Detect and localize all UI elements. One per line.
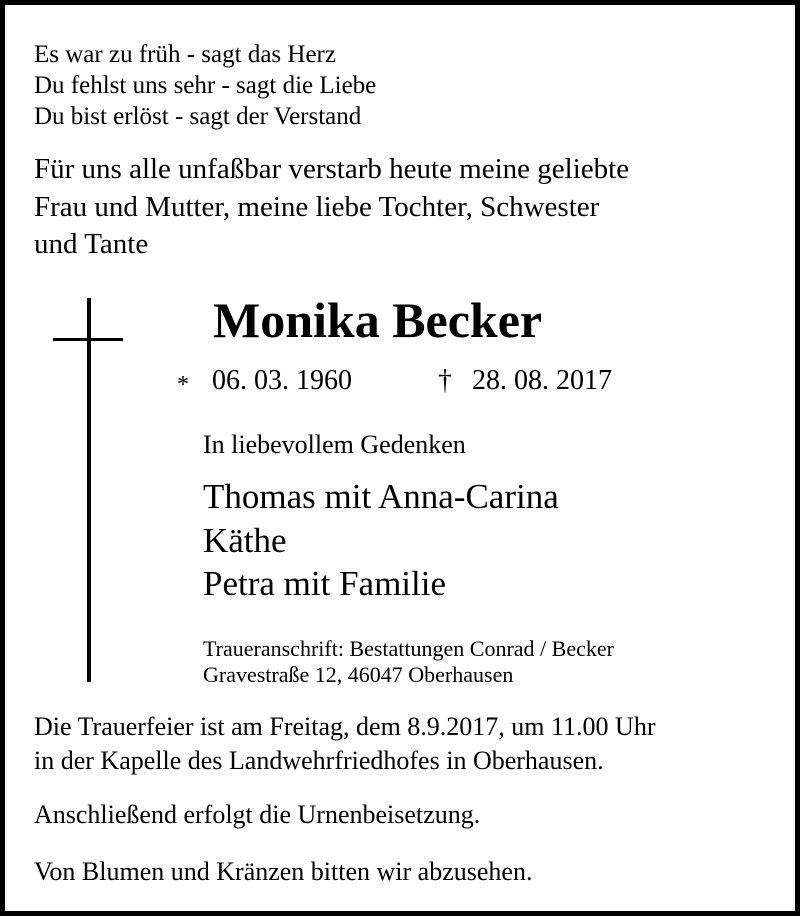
birth-symbol: * <box>177 372 189 398</box>
memorial-text: In liebevollem Gedenken <box>203 430 466 459</box>
death-symbol: † <box>438 365 452 396</box>
death-date: 28. 08. 2017 <box>472 365 612 396</box>
cross-icon-bar <box>53 338 123 341</box>
poem-line: Du fehlst uns sehr - sagt die Liebe <box>34 72 377 99</box>
service-info: Die Trauerfeier ist am Freitag, dem 8.9.2017, um 11.00 Uhr <box>34 712 656 741</box>
intro-line: und Tante <box>34 228 149 260</box>
mourning-address: Traueranschrift: Bestattungen Conrad / Becker <box>203 636 614 661</box>
urn-burial-info: Anschließend erfolgt die Urnenbeisetzung. <box>34 800 481 829</box>
mourning-address: Gravestraße 12, 46047 Oberhausen <box>203 662 514 687</box>
birth-date: 06. 03. 1960 <box>212 365 352 396</box>
service-info: in der Kapelle des Landwehrfriedhofes in Oberhausen. <box>34 746 604 775</box>
family-member: Käthe <box>203 521 287 560</box>
intro-line: Für uns alle unfaßbar verstarb heute meine geliebte <box>34 153 630 185</box>
poem-line: Du bist erlöst - sagt der Verstand <box>34 103 362 130</box>
cross-icon <box>87 298 91 682</box>
poem-line: Es war zu früh - sagt das Herz <box>34 41 336 68</box>
family-member: Petra mit Familie <box>203 564 447 603</box>
intro-line: Frau und Mutter, meine liebe Tochter, Schwester <box>34 191 600 223</box>
flowers-note: Von Blumen und Kränzen bitten wir abzusehen. <box>34 857 533 886</box>
family-member: Thomas mit Anna-Carina <box>203 477 559 516</box>
deceased-name: Monika Becker <box>213 292 543 348</box>
